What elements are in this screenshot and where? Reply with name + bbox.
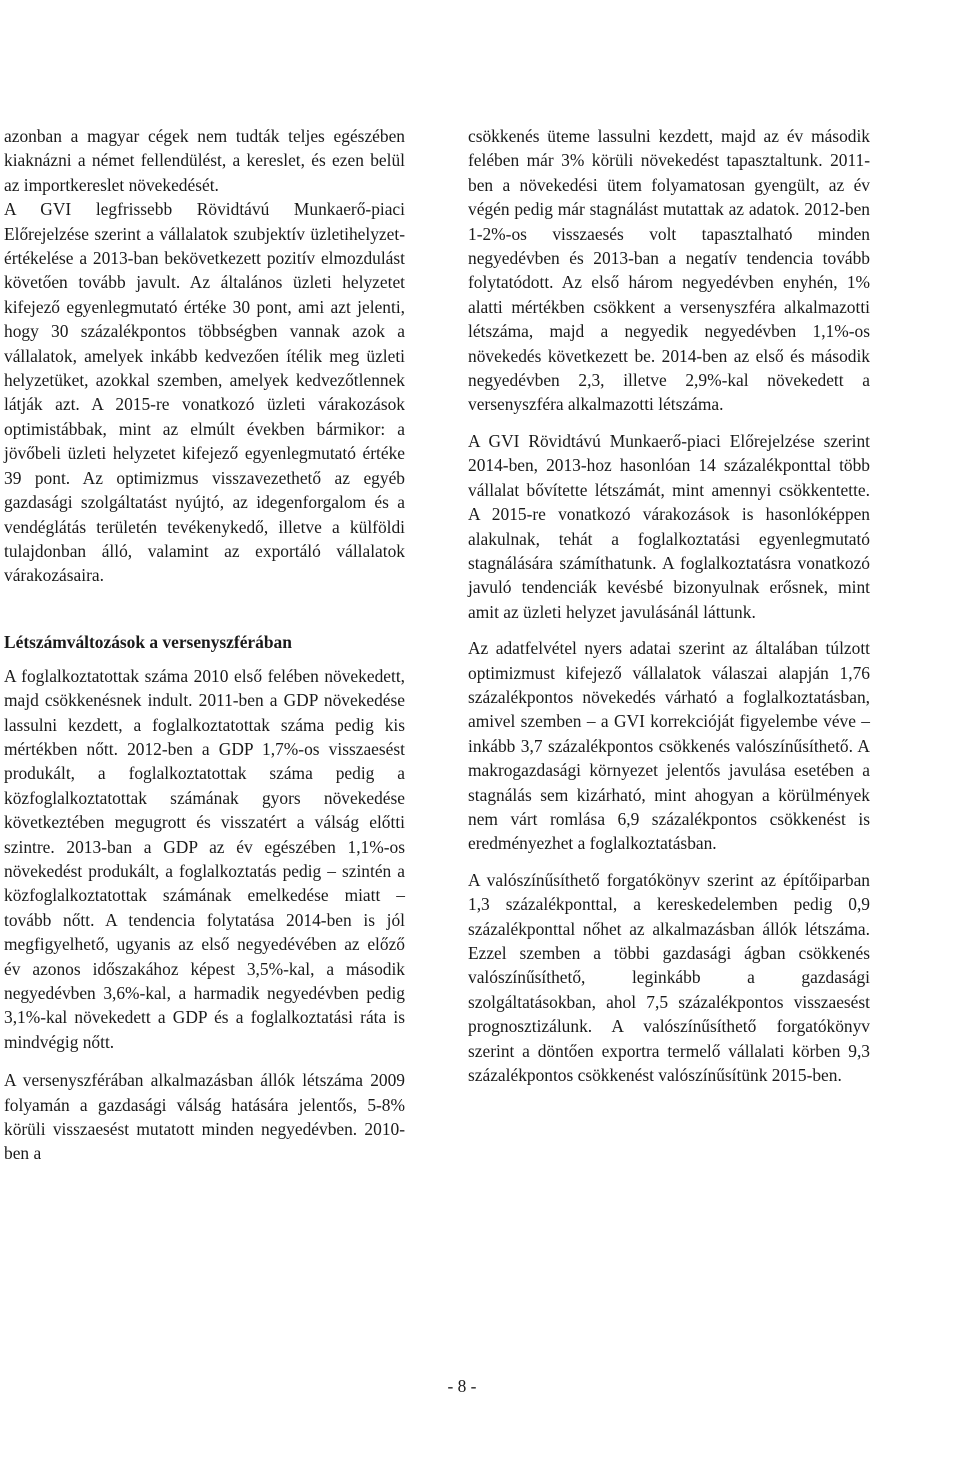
paragraph: A GVI legfrissebb Rövidtávú Munkaerő-piaci Előrejelzése szerint a vállalatok szubjektív üzletihelyzet-értékelése a 2013-ban bekövetkezett pozitív elmozdulást követően tovább javult. Az általános üzleti helyzetet kifejező egyenlegmutató értéke 30 pont, ami azt jelenti, hogy 30 százalékpontos többségben vannak azok a vállalatok, amelyek inkább kedvezően ítélik meg üzleti helyzetüket, azokkal szemben, amelyek kedvezőtlennek látják azt. A 2015-re vonatkozó üzleti várakozások optimistábbak, mint az elmúlt években bármikor: a jövőbeli üzleti helyzetet kifejező egyenlegmutató értéke 39 pont. Az optimizmus visszavezethető az egyéb gazdasági szolgáltatást nyújtó, az idegenforgalom és a vendéglátás területén tevékenykedő, illetve a külföldi tulajdonban álló, valamint az exportáló vállalatok várakozásaira. [4,199,405,586]
page-number: - 8 - [447,1376,477,1396]
paragraph: csökkenés üteme lassulni kezdett, majd az év második felében már 3% körüli növekedést tapasztaltunk. 2011-ben a növekedési ütem folyamatosan gyengült, az év végén pedig már stagnálást mutattak az adatok. 2012-ben 1-2%-os visszaesés volt tapasztalható minden negyedévben és 2013-ban a negatív tendencia tovább folytatódott. Az első három negyedévben enyhén, 1% alatti mértékben csökkent a versenyszféra alkalmazotti létszáma, majd a negyedik negyedévben 1,1%-os növekedés következett be. 2014-ben az első és második negyedévben 2,3, illetve 2,9%-kal növekedett a versenyszféra alkalmazotti létszáma. [468,126,870,415]
right-column [468,124,870,1087]
left-column [4,124,405,1166]
paragraph: A valószínűsíthető forgatókönyv szerint az építőiparban 1,3 százalékponttal, a kereskedelemben pedig 0,9 százalékponttal nőhet az alkalmazásban állók létszáma. Ezzel szemben a többi gazdasági ágban csökkenés valószínűsíthető, leginkább a gazdasági szolgáltatásokban, ahol 7,5 százalékpontos visszaesést prognosztizálunk. A valószínűsíthető forgatókönyv szerint a döntően exportra termelő vállalati körben 9,3 százalékpontos csökkenést valószínűsítünk 2015-ben. [468,869,870,1086]
paragraph: A foglalkoztatottak száma 2010 első felében növekedett, majd csökkenésnek indult. 2011-ben a GDP növekedése lassulni kezdett, a foglalkoztatottak száma pedig kis mértékben nőtt. 2012-ben a GDP 1,7%-os visszaesést produkált, a foglalkoztatottak száma pedig a közfoglalkoztatottak számának gyors növekedése következtében megugrott és visszatért a válság előtti szintre. 2013-ban a GDP az év egészében 1,1%-os növekedést produkált, a foglalkoztatás pedig – szintén a közfoglalkoztatottak számának emelkedése miatt – tovább nőtt. A tendencia folytatása 2014-ben is jól megfigyelhető, ugyanis az első negyedévében az előző év azonos időszakához képest 3,5%-kal, a második negyedévben 3,6%-kal, a harmadik negyedévben pedig 3,1%-kal növekedett a GDP és a foglalkoztatási ráta is mindvégig nőtt. [4,665,405,1052]
paragraph: azonban a magyar cégek nem tudták teljes egészében kiaknázni a német fellendülést, a kereslet, és ezen belül az importkereslet növekedését. [4,126,405,195]
section-heading: Létszámváltozások a versenyszférában [4,631,292,652]
paragraph: A GVI Rövidtávú Munkaerő-piaci Előrejelzése szerint 2014-ben, 2013-hoz hasonlóan 14 százalékponttal több vállalat bővítette létszámát, mint amennyi csökkentette. A 2015-re vonatkozó várakozások is hasonlóképpen alakulnak, tehát a foglalkoztatási egyenlegmutató stagnálására számíthatunk. A foglalkoztatásra vonatkozó javuló tendenciák kevésbé bizonyulnak erősnek, mint amit az üzleti helyzet javulásánál láttunk. [468,430,870,622]
paragraph: Az adatfelvétel nyers adatai szerint az általában túlzott optimizmust kifejező vállalatok válaszai alapján 1,76 százalékpontos növekedés várható a foglalkoztatásban, amivel szemben – a GVI korrekcióját figyelembe véve – inkább 3,7 százalékpontos csökkenés valószínűsíthető. A makrogazdasági környezet jelentős javulása esetében a stagnálás sem kizárható, mint ahogyan a körülmények nem várt romlása 6,9 százalékpontos csökkenést is eredményezhet a foglalkoztatásban. [468,638,870,854]
paragraph: A versenyszférában alkalmazásban állók létszáma 2009 folyamán a gazdasági válság hatására jelentős, 5-8% körüli visszaesést mutatott minden negyedévben. 2010-ben a [4,1070,405,1164]
